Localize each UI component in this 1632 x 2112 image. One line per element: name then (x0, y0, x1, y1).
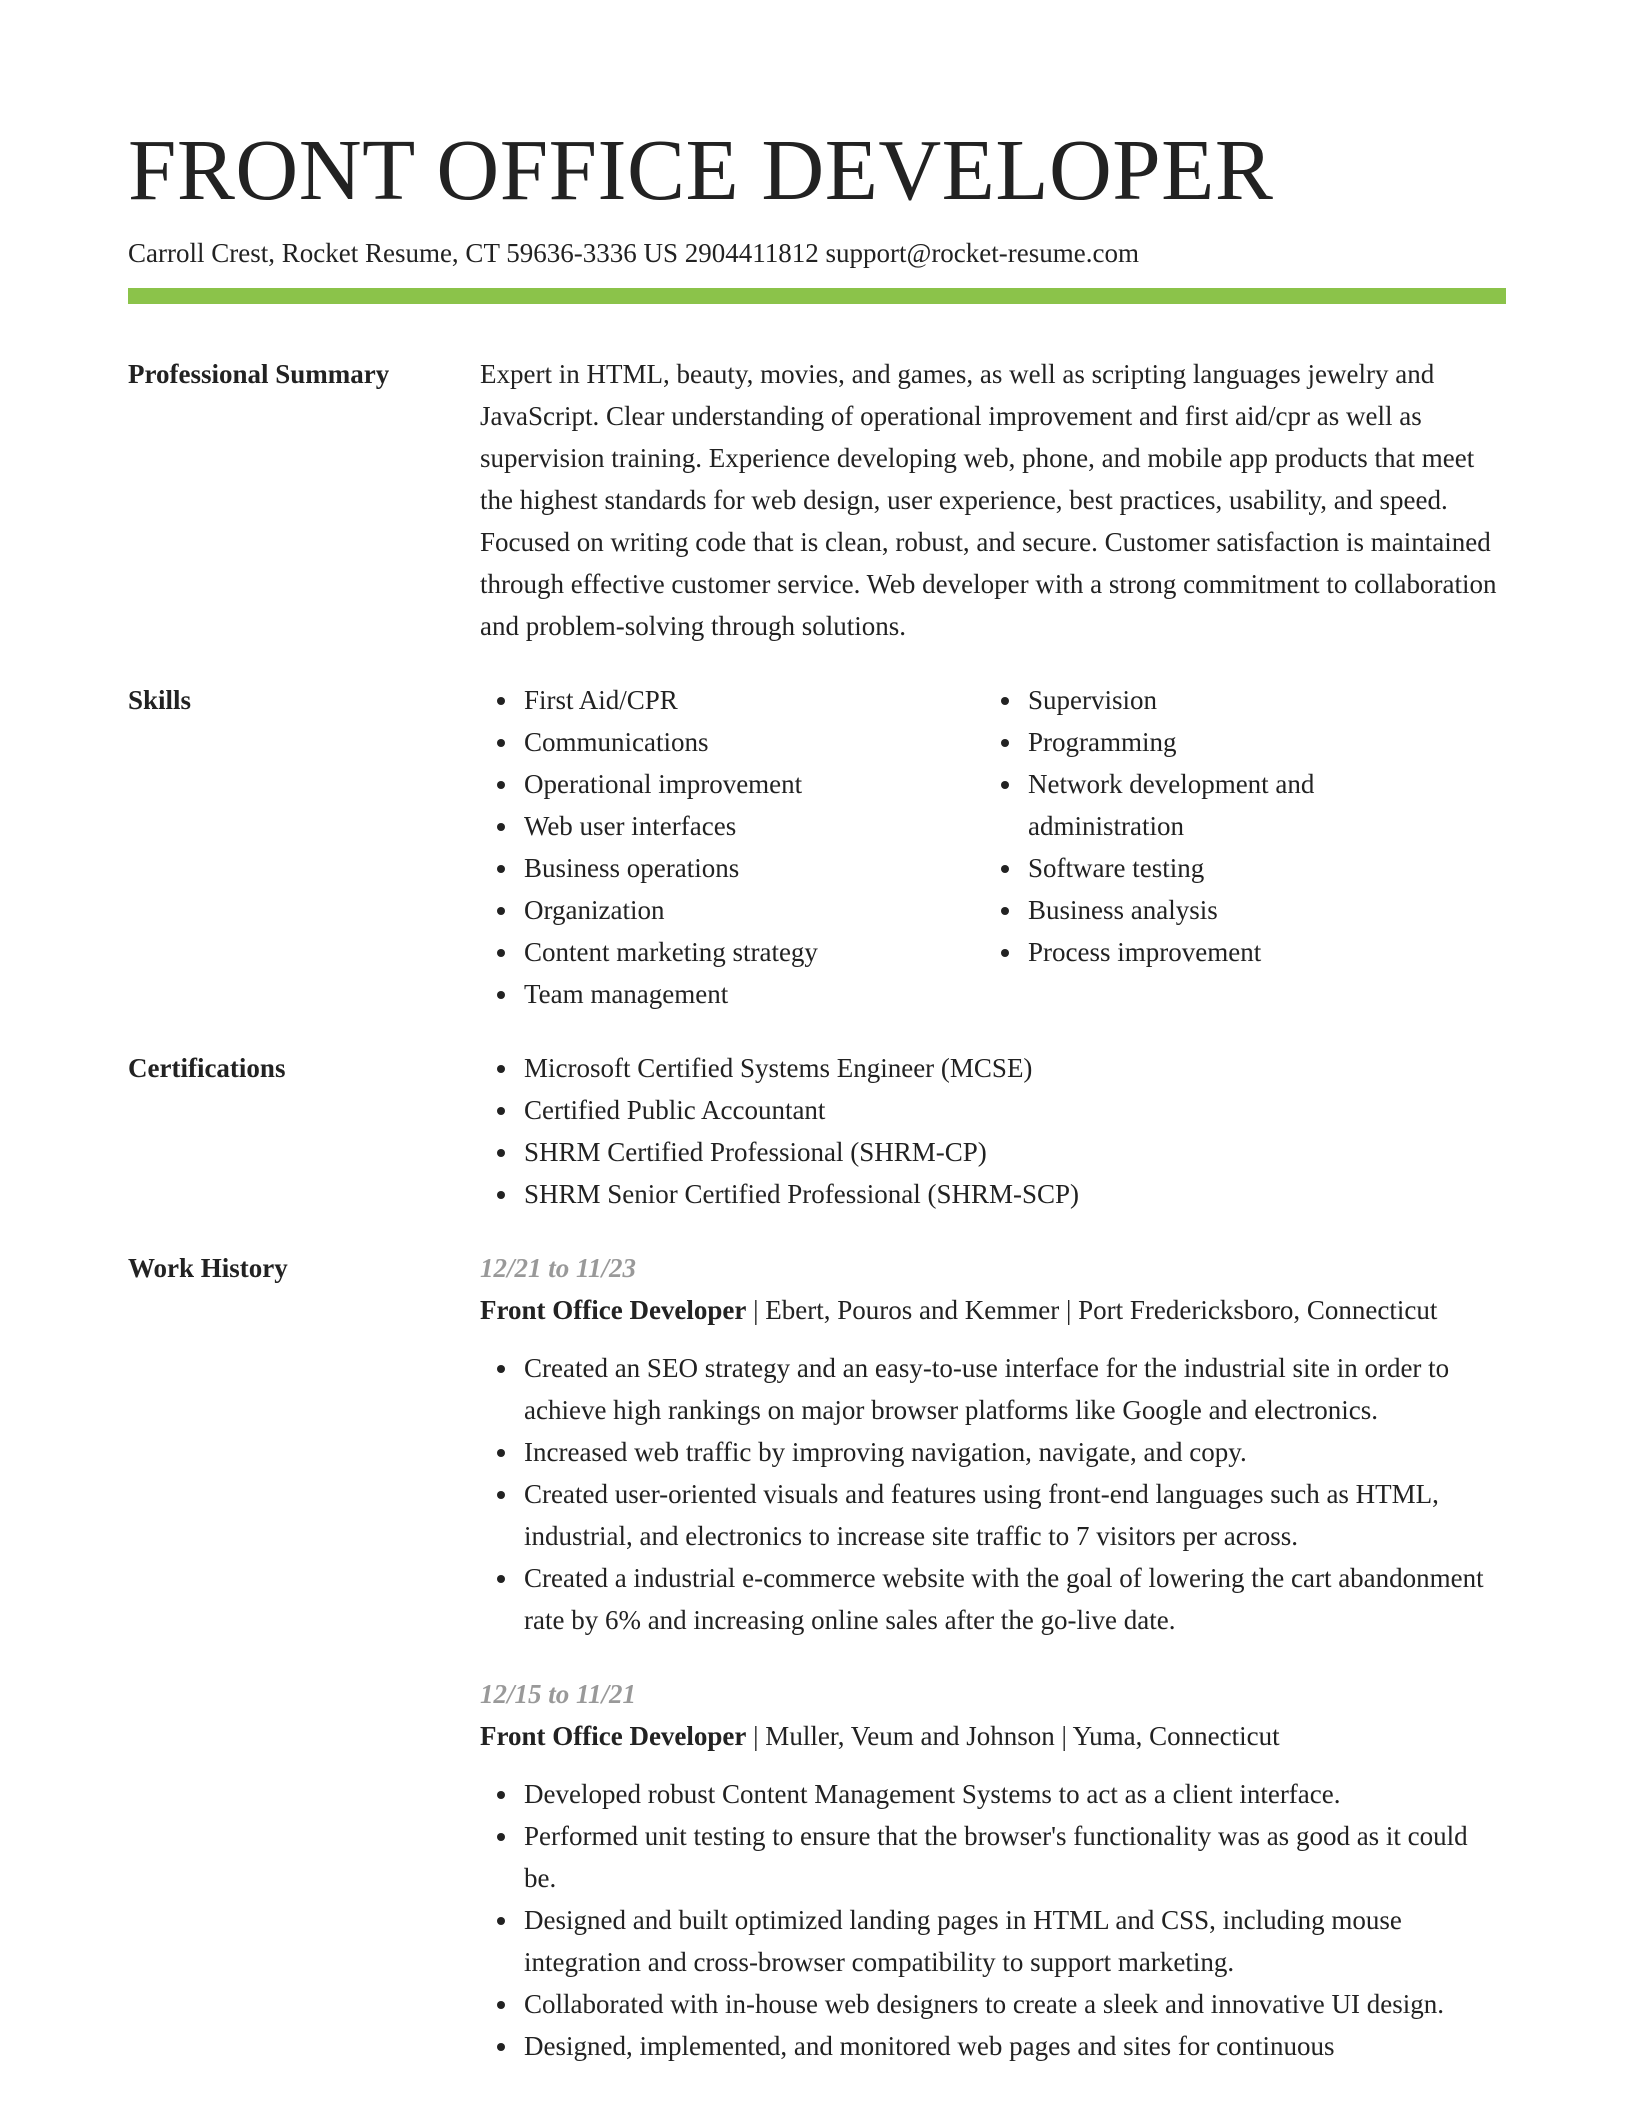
skill-item: Team management (524, 973, 984, 1015)
job-bullet: Developed robust Content Management Systems to act as a client interface. (524, 1773, 1506, 1815)
certifications-section (128, 1047, 1506, 1215)
skills-section (128, 679, 1506, 1015)
skill-item: Business analysis (1028, 889, 1488, 931)
job-details: | Ebert, Pouros and Kemmer | Port Fredericksboro, Connecticut (746, 1295, 1438, 1325)
skill-item: Business operations (524, 847, 984, 889)
certification-item: Microsoft Certified Systems Engineer (MCSE) (524, 1047, 1506, 1089)
certifications-list (480, 1047, 1506, 1215)
job-bullet: Collaborated with in-house web designers to create a sleek and innovative UI design. (524, 1983, 1506, 2025)
job-bullet-list (480, 1347, 1506, 1641)
job-bullet: Created a industrial e-commerce website with the goal of lowering the cart abandonment rate by 6% and increasing online sales after the go-live date. (524, 1557, 1506, 1641)
section-title-skills: Skills (128, 685, 192, 715)
contact-info: Carroll Crest, Rocket Resume, CT 59636-3336 US 2904411812 support@rocket-resume.com (128, 238, 1139, 268)
certification-item: Certified Public Accountant (524, 1089, 1506, 1131)
skill-item: Network development and administration (1028, 763, 1368, 847)
job-bullet: Increased web traffic by improving navigation, navigate, and copy. (524, 1431, 1506, 1473)
skill-item: Software testing (1028, 847, 1488, 889)
resume-name: FRONT OFFICE DEVELOPER (128, 121, 1274, 218)
job-bullet-list (480, 1773, 1506, 2067)
job-heading (480, 1715, 1506, 1757)
skill-item: Supervision (1028, 679, 1488, 721)
job-entry (480, 1247, 1506, 1641)
skills-column-right (984, 679, 1488, 1015)
job-bullet: Designed and built optimized landing pages in HTML and CSS, including mouse integration and cross-browser compatibility to support marketing. (524, 1899, 1506, 1983)
job-details: | Muller, Veum and Johnson | Yuma, Connecticut (746, 1721, 1280, 1751)
job-bullet: Created an SEO strategy and an easy-to-use interface for the industrial site in order to achieve high rankings on major browser platforms like Google and electronics. (524, 1347, 1506, 1431)
skill-item: Content marketing strategy (524, 931, 984, 973)
section-title-certifications: Certifications (128, 1053, 286, 1083)
job-dates: 12/21 to 11/23 (480, 1253, 637, 1283)
job-title: Front Office Developer (480, 1721, 747, 1751)
summary-text: Expert in HTML, beauty, movies, and games, as well as scripting languages jewelry and JavaScript. Clear understanding of operational improvement and first aid/cpr as well as supervision training. Experience developing web, phone, and mobile app products that meet the highest standards for web design, user experience, best practices, usability, and speed. Focused on writing code that is clean, robust, and secure. Customer satisfaction is maintained through effective customer service. Web developer with a strong commitment to collaboration and problem-solving through solutions. (480, 359, 1497, 641)
job-bullet: Designed, implemented, and monitored web pages and sites for continuous (524, 2025, 1506, 2067)
skill-item: First Aid/CPR (524, 679, 984, 721)
job-title: Front Office Developer (480, 1295, 747, 1325)
job-heading (480, 1289, 1506, 1331)
header-divider (128, 288, 1506, 304)
summary-section (128, 353, 1506, 647)
skill-item: Operational improvement (524, 763, 984, 805)
skills-column-left (480, 679, 984, 1015)
work-history-section (128, 1247, 1506, 2067)
job-dates: 12/15 to 11/21 (480, 1679, 637, 1709)
skill-item: Organization (524, 889, 984, 931)
job-bullet: Performed unit testing to ensure that the browser's functionality was as good as it could be. (524, 1815, 1506, 1899)
skill-item: Programming (1028, 721, 1488, 763)
skill-item: Communications (524, 721, 984, 763)
job-bullet: Created user-oriented visuals and features using front-end languages such as HTML, industrial, and electronics to increase site traffic to 7 visitors per across. (524, 1473, 1506, 1557)
section-title-work-history: Work History (128, 1253, 288, 1283)
job-entry (480, 1673, 1506, 2067)
skills-grid (480, 679, 1506, 1015)
resume-page (128, 0, 1506, 2067)
certification-item: SHRM Certified Professional (SHRM-CP) (524, 1131, 1506, 1173)
skill-item: Web user interfaces (524, 805, 984, 847)
certification-item: SHRM Senior Certified Professional (SHRM-SCP) (524, 1173, 1506, 1215)
skill-item: Process improvement (1028, 931, 1488, 973)
section-title-summary: Professional Summary (128, 359, 390, 389)
